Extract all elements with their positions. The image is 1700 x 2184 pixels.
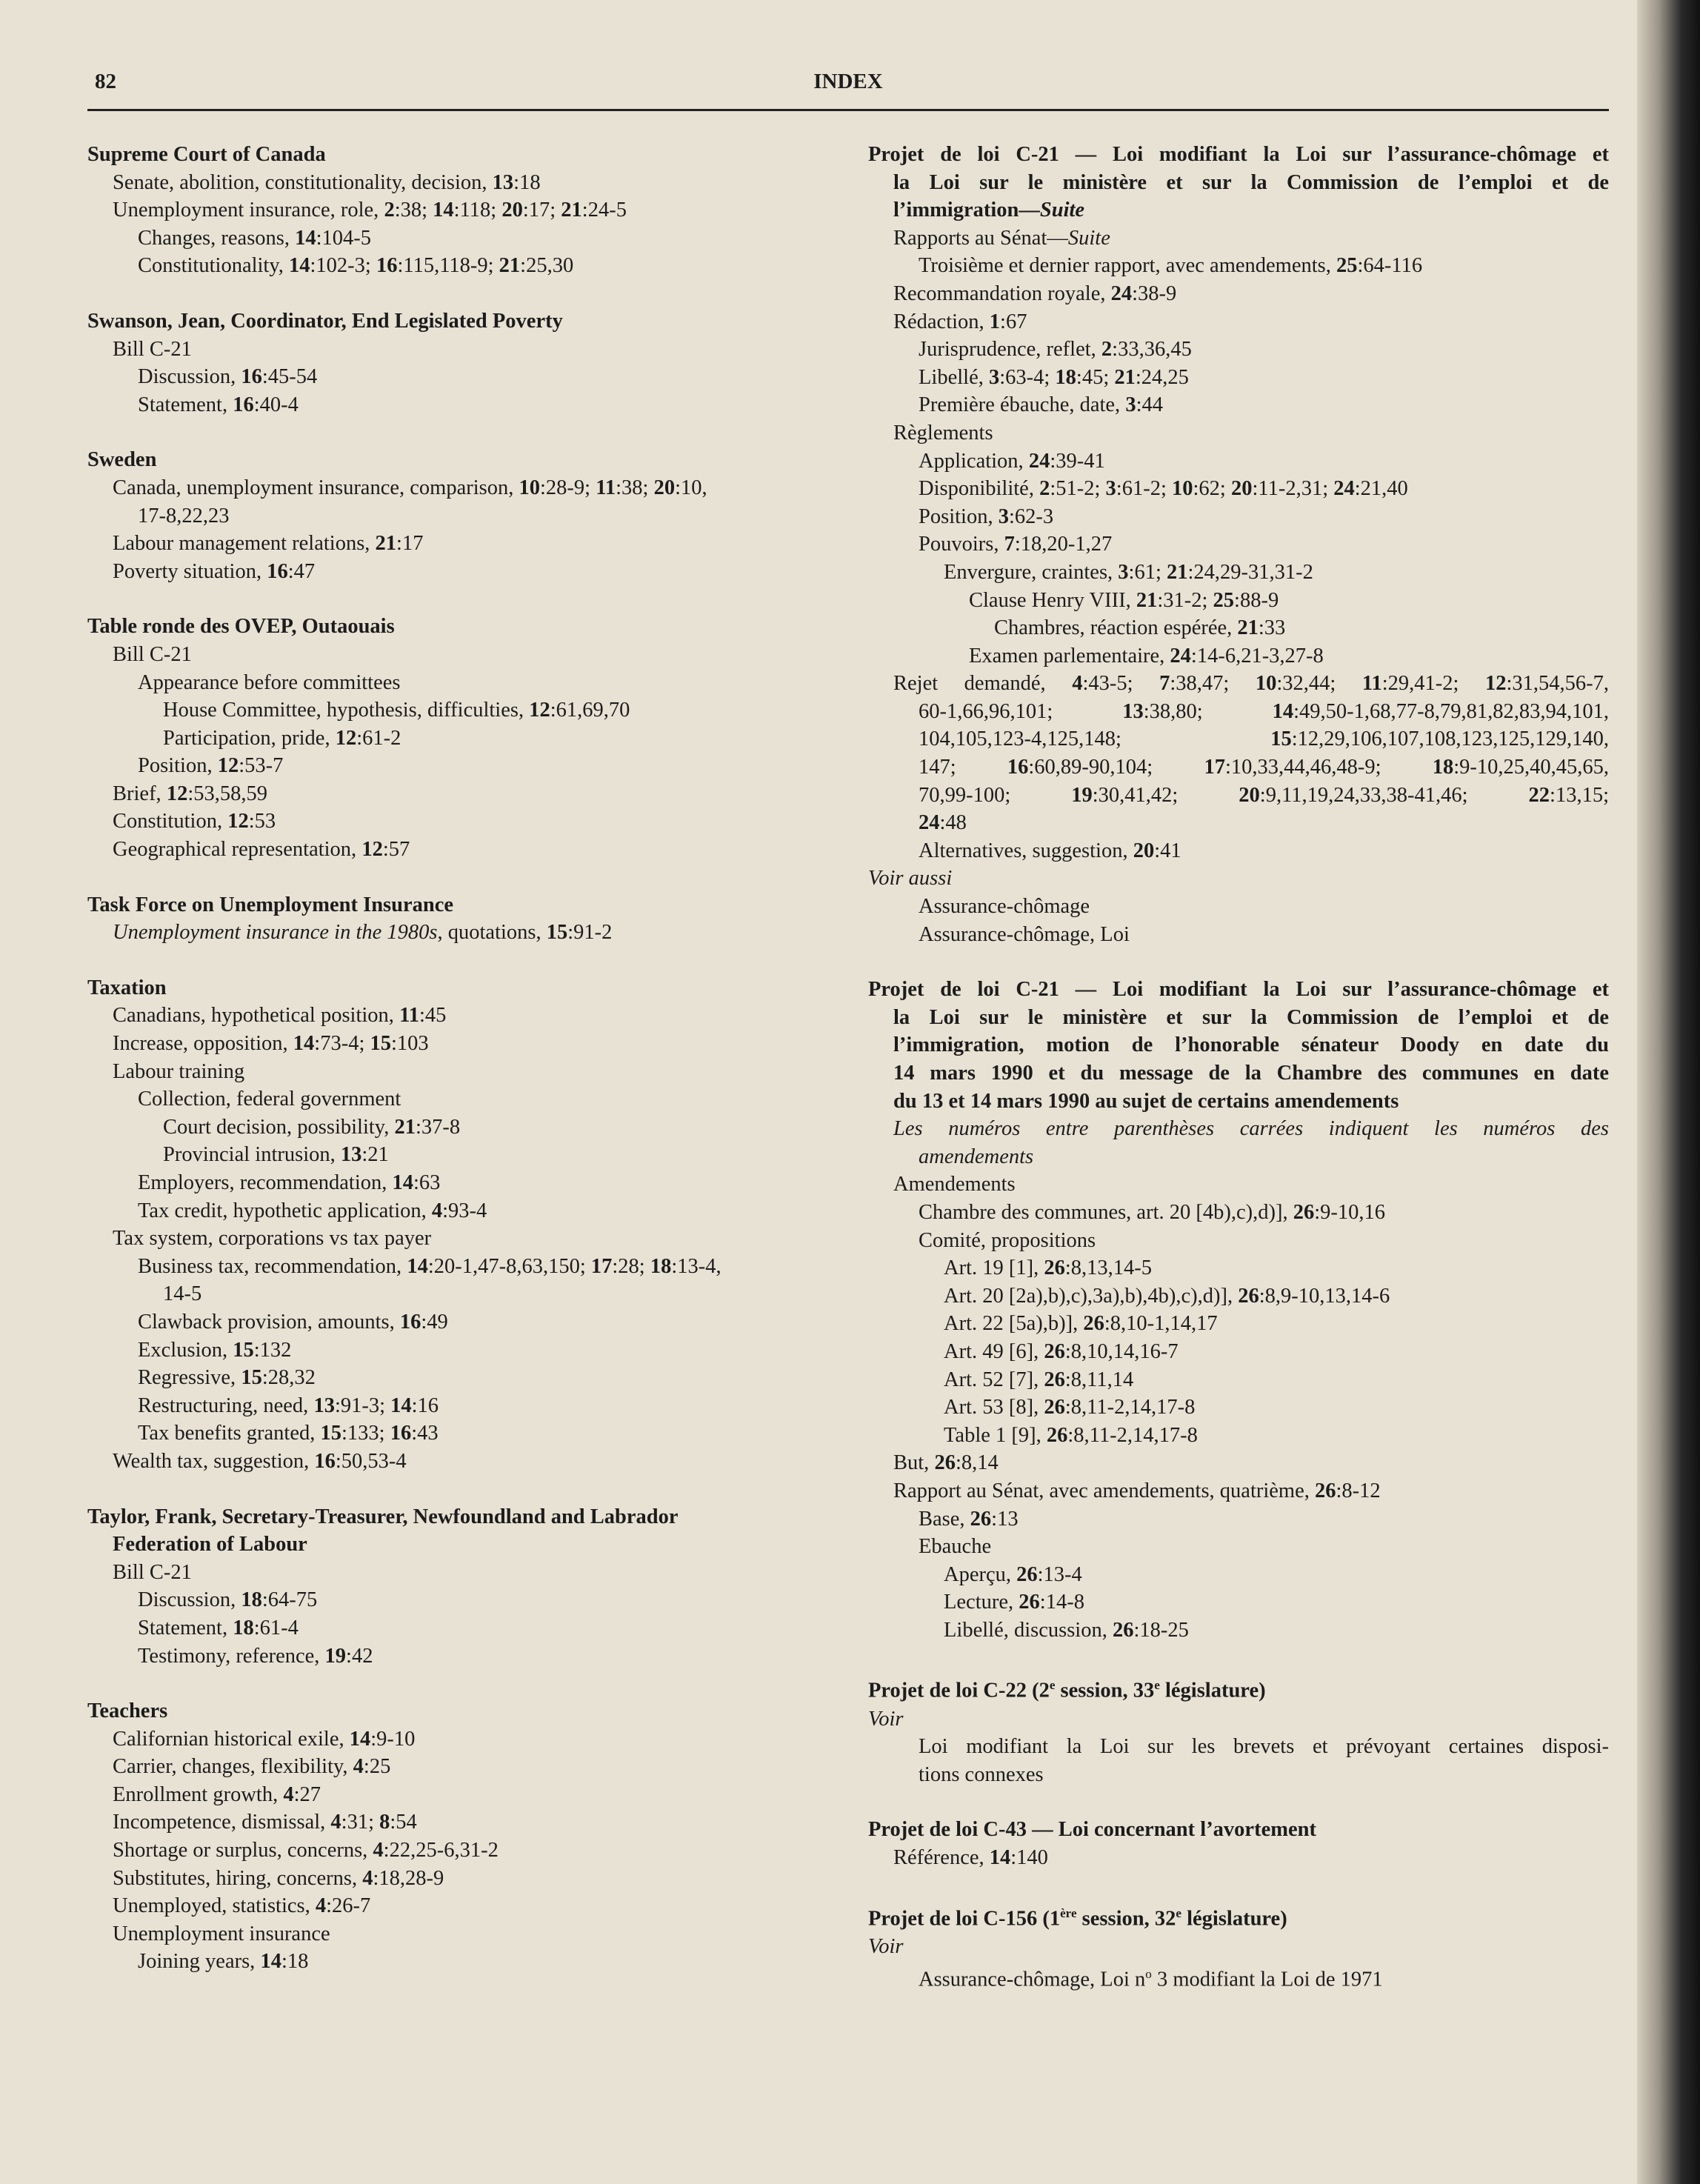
entry-subentry: Appearance before committees	[138, 670, 401, 694]
running-head: INDEX	[813, 70, 883, 93]
entry-heading: 14 mars 1990 et du message de la Chambre des communes en date	[893, 1062, 1609, 1085]
page-header	[87, 70, 1609, 107]
entry-subentry: Constitution, 12:53	[113, 810, 276, 833]
entry-heading: Task Force on Unemployment Insurance	[87, 893, 454, 916]
index-entry	[868, 1671, 1609, 1788]
entry-subentry: Recommandation royale, 24:38-9	[893, 282, 1177, 305]
entry-subentry: Statement, 18:61-4	[138, 1616, 299, 1639]
entry-subentry: Chambres, réaction espérée, 21:33	[994, 616, 1286, 640]
entry-subentry: Voir aussi	[868, 867, 953, 890]
entry-subentry: Enrollment growth, 4:27	[113, 1782, 321, 1806]
entry-subentry: Bill C-21	[113, 337, 192, 361]
entry-subentry: Rapports au Sénat—Suite	[893, 226, 1110, 250]
index-entry	[868, 1816, 1609, 1871]
index-entry	[87, 1503, 843, 1671]
entry-subentry: Table 1 [9], 26:8,11-2,14,17-8	[944, 1423, 1198, 1447]
entry-subentry: Troisième et dernier rapport, avec amendements, 25:64-116	[919, 254, 1423, 278]
entry-subentry: Bill C-21	[113, 1560, 192, 1584]
entry-subentry: Unemployment insurance in the 1980s, quotations, 15:91-2	[113, 921, 613, 945]
entry-subentry: Lecture, 26:14-8	[944, 1591, 1084, 1614]
entry-subentry: Increase, opposition, 14:73-4; 15:103	[113, 1032, 429, 1056]
entry-subentry: 17-8,22,23	[138, 504, 230, 527]
entry-subentry: Comité, propositions	[919, 1228, 1096, 1252]
entry-heading: Projet de loi C-22 (2e session, 33e législature)	[868, 1678, 1266, 1702]
entry-subentry: Exclusion, 15:132	[138, 1338, 292, 1362]
entry-subentry: Senate, abolition, constitutionality, decision, 13:18	[113, 170, 541, 194]
entry-subentry: Substitutes, hiring, concerns, 4:18,28-9	[113, 1866, 444, 1890]
entry-subentry: House Committee, hypothesis, difficulties, 12:61,69,70	[163, 699, 630, 722]
entry-heading: Projet de loi C-43 — Loi concernant l’avortement	[868, 1818, 1316, 1842]
entry-subentry: Voir	[868, 1934, 904, 1958]
entry-heading: la Loi sur le ministère et sur la Commission de l’emploi et de	[893, 1005, 1609, 1029]
index-entry	[87, 1697, 843, 1976]
header-rule	[87, 109, 1609, 111]
index-entry	[87, 446, 843, 585]
entry-subentry: Participation, pride, 12:61-2	[163, 726, 401, 750]
entry-subentry: Unemployment insurance, role, 2:38; 14:118; 20:17; 21:24-5	[113, 199, 627, 222]
entry-heading: Taylor, Frank, Secretary-Treasurer, Newfoundland and Labrador	[87, 1505, 679, 1528]
entry-subentry: Position, 3:62-3	[919, 505, 1054, 528]
entry-subentry: 24:48	[919, 811, 967, 835]
index-entry	[87, 307, 843, 419]
entry-subentry: Poverty situation, 16:47	[113, 559, 316, 583]
entry-subentry: Rédaction, 1:67	[893, 310, 1027, 333]
entry-heading: Supreme Court of Canada	[87, 143, 326, 166]
entry-subentry: 70,99-100; 19:30,41,42; 20:9,11,19,24,33,38-41,46; 22:13,15;	[919, 783, 1609, 807]
entry-subentry: Jurisprudence, reflet, 2:33,36,45	[919, 338, 1192, 362]
entry-subentry: Alternatives, suggestion, 20:41	[919, 839, 1181, 862]
entry-subentry: Geographical representation, 12:57	[113, 838, 410, 862]
entry-subentry: Tax system, corporations vs tax payer	[113, 1227, 432, 1251]
entry-subentry: Disponibilité, 2:51-2; 3:61-2; 10:62; 20:11-2,31; 24:21,40	[919, 477, 1408, 501]
entry-heading: Table ronde des OVEP, Outaouais	[87, 615, 395, 639]
entry-subentry: tions connexes	[919, 1762, 1044, 1786]
page-number: 82	[95, 70, 116, 93]
entry-subentry: Carrier, changes, flexibility, 4:25	[113, 1755, 391, 1779]
index-entry	[87, 891, 843, 947]
entry-subentry: Bill C-21	[113, 642, 192, 666]
index-entry	[87, 974, 843, 1476]
entry-subentry: Ebauche	[919, 1535, 992, 1559]
entry-subentry: Collection, federal government	[138, 1088, 401, 1111]
entry-subentry: Changes, reasons, 14:104-5	[138, 226, 372, 250]
entry-subentry: Chambre des communes, art. 20 [4b),c),d)], 26:9-10,16	[919, 1200, 1386, 1224]
index-entry	[868, 1900, 1609, 1994]
entry-subentry: Canadians, hypothetical position, 11:45	[113, 1004, 447, 1028]
entry-subentry: Rapport au Sénat, avec amendements, quatrième, 26:8-12	[893, 1479, 1381, 1502]
entry-subentry: But, 26:8,14	[893, 1451, 999, 1475]
entry-subentry: Statement, 16:40-4	[138, 393, 299, 416]
entry-subentry: Discussion, 18:64-75	[138, 1588, 318, 1612]
entry-subentry: Labour management relations, 21:17	[113, 532, 424, 556]
entry-heading: Swanson, Jean, Coordinator, End Legislated Poverty	[87, 309, 563, 333]
entry-subentry: Base, 26:13	[919, 1507, 1019, 1531]
entry-subentry: Testimony, reference, 19:42	[138, 1644, 373, 1668]
entry-subentry: Incompetence, dismissal, 4:31; 8:54	[113, 1811, 417, 1834]
entry-subentry: Wealth tax, suggestion, 16:50,53-4	[113, 1449, 407, 1473]
entry-subentry: Clawback provision, amounts, 16:49	[138, 1310, 448, 1334]
entry-subentry: Pouvoirs, 7:18,20-1,27	[919, 533, 1113, 556]
entry-subentry: Assurance-chômage, Loi	[919, 922, 1130, 946]
entry-subentry: Libellé, 3:63-4; 18:45; 21:24,25	[919, 365, 1189, 389]
right-column	[868, 141, 1609, 2021]
entry-subentry: Aperçu, 26:13-4	[944, 1562, 1082, 1586]
entry-heading: Sweden	[87, 448, 157, 472]
entry-subentry: Labour training	[113, 1059, 245, 1083]
index-entry	[868, 976, 1609, 1644]
entry-subentry: Californian historical exile, 14:9-10	[113, 1727, 416, 1751]
entry-subentry: Tax benefits granted, 15:133; 16:43	[138, 1422, 439, 1445]
entry-subentry: Les numéros entre parenthèses carrées indiquent les numéros des	[893, 1117, 1609, 1141]
entry-heading: Taxation	[87, 976, 167, 999]
entry-heading: la Loi sur le ministère et sur la Commission de l’emploi et de	[893, 170, 1609, 194]
entry-heading: Projet de loi C-156 (1ère session, 32e législature)	[868, 1905, 1287, 1931]
entry-heading: Federation of Labour	[113, 1533, 307, 1557]
entry-heading: Projet de loi C-21 — Loi modifiant la Loi sur l’assurance-chômage et	[868, 143, 1609, 166]
entry-subentry: Canada, unemployment insurance, comparison, 10:28-9; 11:38; 20:10,	[113, 476, 707, 499]
entry-heading: l’immigration, motion de l’honorable sénateur Doody en date du	[893, 1033, 1609, 1057]
entry-subentry: Unemployment insurance	[113, 1922, 330, 1945]
entry-subentry: Voir	[868, 1707, 904, 1731]
entry-subentry: Art. 52 [7], 26:8,11,14	[944, 1368, 1134, 1391]
entry-subentry: Position, 12:53-7	[138, 754, 284, 778]
entry-subentry: Assurance-chômage	[919, 895, 1090, 919]
entry-heading: Projet de loi C-21 — Loi modifiant la Loi sur l’assurance-chômage et	[868, 978, 1609, 1002]
entry-subentry: Examen parlementaire, 24:14-6,21-3,27-8	[969, 644, 1324, 667]
entry-subentry: Restructuring, need, 13:91-3; 14:16	[138, 1394, 439, 1417]
entry-subentry: Art. 19 [1], 26:8,13,14-5	[944, 1256, 1153, 1280]
entry-subentry: Joining years, 14:18	[138, 1950, 309, 1974]
entry-subentry: Art. 22 [5a),b)], 26:8,10-1,14,17	[944, 1312, 1218, 1336]
entry-subentry: Art. 53 [8], 26:8,11-2,14,17-8	[944, 1396, 1196, 1419]
entry-subentry: Provincial intrusion, 13:21	[163, 1143, 389, 1167]
binding-edge	[1637, 0, 1700, 2184]
entry-subentry: Référence, 14:140	[893, 1845, 1048, 1869]
entry-heading: l’immigration—Suite	[893, 199, 1085, 222]
entry-heading: Teachers	[87, 1699, 168, 1723]
index-entry	[87, 141, 843, 280]
entry-heading: du 13 et 14 mars 1990 au sujet de certains amendements	[893, 1089, 1399, 1113]
entry-subentry: Règlements	[893, 421, 993, 445]
entry-subentry: Brief, 12:53,58,59	[113, 782, 267, 805]
entry-subentry: amendements	[919, 1145, 1034, 1168]
entry-subentry: Amendements	[893, 1173, 1016, 1196]
entry-subentry: Unemployed, statistics, 4:26-7	[113, 1894, 371, 1918]
entry-subentry: 14-5	[163, 1282, 202, 1306]
entry-subentry: Première ébauche, date, 3:44	[919, 393, 1163, 417]
entry-subentry: Shortage or surplus, concerns, 4:22,25-6,31-2	[113, 1839, 499, 1862]
entry-subentry: Rejet demandé, 4:43-5; 7:38,47; 10:32,44; 11:29,41-2; 12:31,54,56-7,	[893, 672, 1610, 696]
index-entry	[87, 613, 843, 863]
entry-subentry: Clause Henry VIII, 21:31-2; 25:88-9	[969, 588, 1279, 612]
entry-subentry: Tax credit, hypothetic application, 4:93-4	[138, 1199, 487, 1222]
entry-subentry: Court decision, possibility, 21:37-8	[163, 1115, 461, 1139]
entry-subentry: 147; 16:60,89-90,104; 17:10,33,44,46,48-9; 18:9-10,25,40,45,65,	[919, 756, 1610, 779]
entry-subentry: Art. 20 [2a),b),c),3a),b),4b),c),d)], 26:8,9-10,13,14-6	[944, 1284, 1390, 1308]
entry-subentry: Loi modifiant la Loi sur les brevets et prévoyant certaines disposi-	[919, 1735, 1609, 1759]
entry-subentry: Employers, recommendation, 14:63	[138, 1171, 441, 1194]
entry-subentry: Application, 24:39-41	[919, 449, 1105, 473]
index-entry	[868, 141, 1609, 948]
entry-subentry: Art. 49 [6], 26:8,10,14,16-7	[944, 1339, 1179, 1363]
entry-subentry: Constitutionality, 14:102-3; 16:115,118-9; 21:25,30	[138, 254, 574, 278]
entry-subentry: Assurance-chômage, Loi $n^o$ 3 modifiant la Loi de 1971	[919, 1967, 1383, 1991]
entry-subentry: 60-1,66,96,101; 13:38,80; 14:49,50-1,68,77-8,79,81,82,83,94,101,	[919, 699, 1609, 723]
entry-subentry: 104,105,123-4,125,148; 15:12,29,106,107,108,123,125,129,140,	[919, 728, 1609, 751]
entry-subentry: Regressive, 15:28,32	[138, 1366, 316, 1390]
entry-subentry: Discussion, 16:45-54	[138, 365, 318, 389]
left-column	[87, 141, 843, 2003]
entry-subentry: Envergure, craintes, 3:61; 21:24,29-31,31-2	[944, 560, 1313, 584]
entry-subentry: Business tax, recommendation, 14:20-1,47-8,63,150; 17:28; 18:13-4,	[138, 1254, 721, 1278]
entry-subentry: Libellé, discussion, 26:18-25	[944, 1618, 1189, 1642]
